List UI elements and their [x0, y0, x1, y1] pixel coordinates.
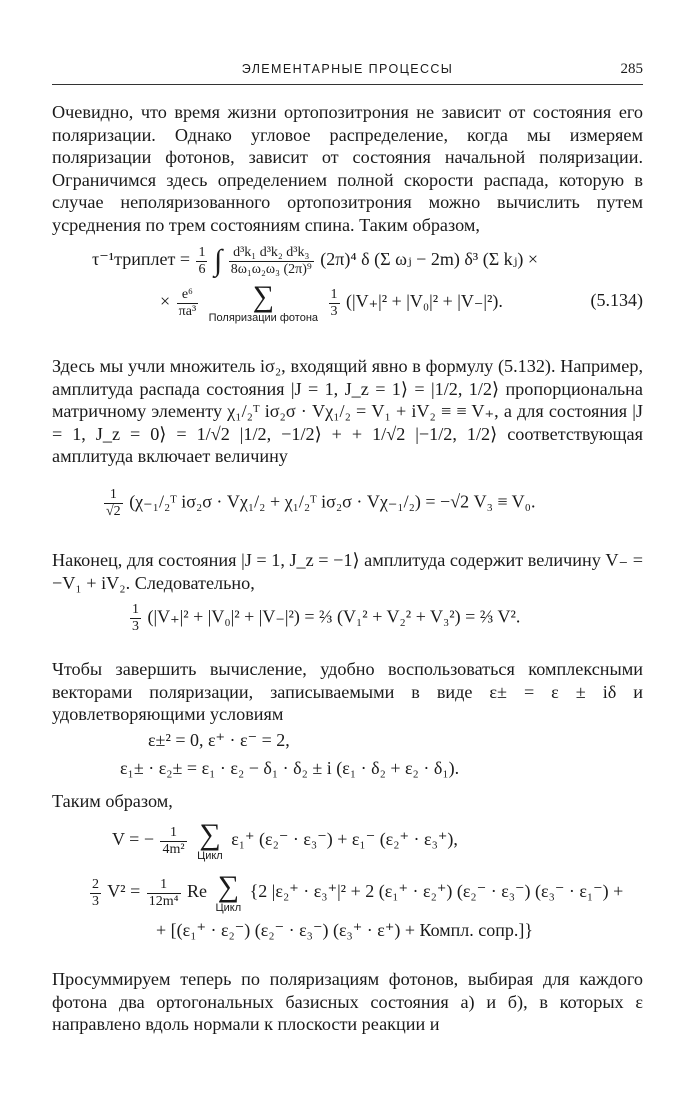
- sum-subscript: Поляризации фотона: [208, 312, 319, 324]
- equation-number: (5.134): [590, 290, 643, 310]
- fraction-v: [160, 825, 186, 858]
- eq-lhs: V² =: [107, 881, 145, 902]
- paragraph-3: Наконец, для состояния |J = 1, J_z = −1⟩ амплитуда содержит величину V₋ = −V₁ + iV₂. Следовательно,: [52, 550, 643, 593]
- eq-body: (χ₋₁/₂ᵀ iσ₂σ · Vχ₁/₂ + χ₁/₂ᵀ iσ₂σ · Vχ₋₁/₂) = −√2 V₃ ≡ V₀.: [129, 491, 536, 512]
- equation-5-134-line-2: [160, 282, 503, 324]
- sum-over-polarizations: ∑ Поляризации фотона: [208, 280, 319, 324]
- equation-conditions-2: ε₁± · ε₂± = ε₁ · ε₂ − δ₁ · δ₂ ± i (ε₁ · δ₂ + ε₂ · δ₁).: [120, 758, 460, 778]
- equation-5-134-line-1: [92, 244, 538, 278]
- paragraph-5: Таким образом,: [52, 791, 173, 811]
- eq-rest: ε₁⁺ (ε₂⁻ · ε₃⁻) + ε₁⁻ (ε₂⁺ · ε₃⁺),: [231, 829, 458, 850]
- paragraph-2: Здесь мы учли множитель iσ₂, входящий явно в формулу (5.132). Например, амплитуда распада состояния |J = 1, J_z = 1⟩ = |1/2, 1/2⟩ пропорциональна матричному элементу χ₁/₂ᵀ iσ₂σ · Vχ₁/₂ = V₁ + iV₂ ≡ ≡ V₊, а для состояния |J = 1, J_z = 0⟩ = 1/√2 |1/2, −1/2⟩ + + 1/√2 |−1/2, 1/2⟩ соответствующая амплитуда включает величину: [52, 356, 643, 467]
- fraction-one-over-root-two: $\frac{1}{√2}$: [106, 487, 121, 519]
- sum-over-cycle: ∑ Цикл: [215, 870, 242, 914]
- fraction-denominator: 12m⁴: [148, 893, 179, 909]
- page-number: 285: [620, 61, 643, 77]
- fraction-v-squared: [147, 877, 181, 910]
- eq-body: (|V₊|² + |V₀|² + |V₋|²) = ⅔ (V₁² + V₂² + V₃²) = ⅔ V².: [147, 606, 521, 627]
- equation-v0: [102, 487, 535, 520]
- fraction-one-third: $\frac{1}{3}$: [132, 602, 139, 634]
- fraction-numerator: 1: [147, 877, 181, 894]
- paragraph-1: Очевидно, что время жизни ортопозитрония не зависит от состояния его поляризации. Однако угловое распределение, когда мы измеряем поляризации фотонов, зависит от состояния начальной поляризации. Ограничимся здесь определением полной скорости распада, которую в случае неполяризованного ортопозитрония можно вычислить путем усреднения по трем состояниям спина. Таким образом,: [52, 102, 643, 235]
- eq-re: Re: [187, 881, 208, 902]
- fraction-two-thirds: $\frac{2}{3}$: [92, 876, 99, 909]
- eq-times: ×: [160, 291, 171, 312]
- eq-body: {2 |ε₂⁺ · ε₃⁺|² + 2 (ε₁⁺ · ε₂⁺) (ε₂⁻ · ε₃⁻) (ε₃⁻ · ε₁⁻) +: [249, 881, 624, 902]
- equation-v-squared-line-2: + [(ε₁⁺ · ε₂⁻) (ε₂⁻ · ε₃⁻) (ε₃⁺ · ε⁺) + Компл. сопр.]}: [156, 920, 534, 940]
- integral-sign: ∫: [213, 244, 223, 277]
- fraction-numerator: e⁶: [177, 287, 198, 304]
- sum-subscript: Цикл: [215, 902, 242, 914]
- sum-over-cycle: ∑ Цикл: [197, 818, 223, 862]
- fraction-phase-space: [229, 245, 314, 278]
- sum-subscript: Цикл: [197, 850, 223, 862]
- fraction-numerator: d³k₁ d³k₂ d³k₃: [229, 245, 314, 262]
- fraction-numerator: 1: [160, 825, 186, 842]
- fraction-denominator: 4m²: [162, 841, 185, 857]
- eq-lhs: V = −: [112, 829, 154, 850]
- fraction-one-sixth: $\frac{1}{6}$: [198, 244, 206, 277]
- eq-rest: (2π)⁴ δ (Σ ωⱼ − 2m) δ³ (Σ kⱼ) ×: [320, 249, 539, 270]
- fraction-denominator: 8ω₁ω₂ω₃ (2π)⁹: [230, 261, 312, 277]
- eq-rest: (|V₊|² + |V₀|² + |V₋|²).: [346, 291, 503, 312]
- paragraph-6: Просуммируем теперь по поляризациям фотонов, выбирая для каждого фотона два ортогональных базисных состояния а) и б), в которых ε направлено вдоль нормали к плоскости реакции и: [52, 969, 643, 1035]
- running-title: ЭЛЕМЕНТАРНЫЕ ПРОЦЕССЫ: [241, 62, 454, 76]
- equation-conditions-1: ε±² = 0, ε⁺ · ε⁻ = 2,: [148, 730, 290, 750]
- running-header: [52, 60, 643, 85]
- fraction-e6: [177, 287, 198, 320]
- equation-v-vector: [112, 820, 458, 862]
- equation-sum-squares: [128, 602, 520, 635]
- fraction-denominator: πa³: [178, 303, 197, 319]
- fraction-one-third: $\frac{1}{3}$: [330, 286, 338, 319]
- eq-lhs: τ⁻¹триплет =: [92, 249, 195, 270]
- equation-v-squared-line-1: [88, 872, 623, 914]
- paragraph-4: Чтобы завершить вычисление, удобно воспользоваться комплексными векторами поляризации, записываемыми в виде ε± = ε ± iδ и удовлетворяющими условиям: [52, 659, 643, 725]
